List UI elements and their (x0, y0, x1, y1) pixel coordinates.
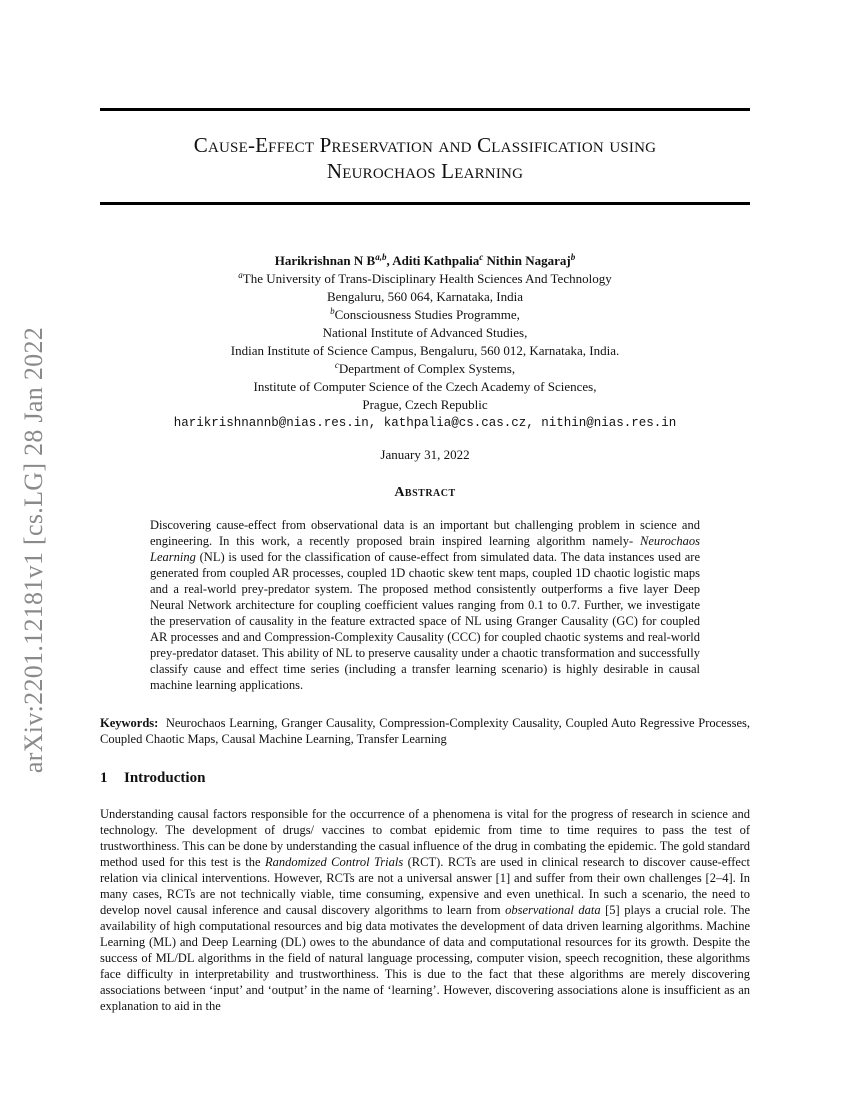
affiliation-c-text: Department of Complex Systems, (338, 361, 516, 376)
affiliation-b-line-3: Indian Institute of Science Campus, Bengaluru, 560 012, Karnataka, India. (230, 343, 620, 358)
author-3-affiliation-marker: b (570, 252, 576, 262)
affiliation-b-line-2: National Institute of Advanced Studies, (322, 325, 528, 340)
author-3-name: Nithin Nagaraj (483, 253, 571, 268)
paper-title (100, 132, 750, 184)
introduction-paragraph (100, 806, 750, 1014)
affiliation-a-marker: a (238, 270, 243, 280)
author-emails[interactable]: harikrishnannb@nias.res.in, kathpalia@cs.cas.cz, nithin@nias.res.in (173, 416, 677, 430)
affiliation-b-line-1 (100, 306, 750, 324)
abstract-body (150, 517, 700, 693)
author-2-name: , Aditi Kathpalia (386, 253, 480, 268)
affiliation-c-line-2: Institute of Computer Science of the Czech Academy of Sciences, (253, 379, 597, 394)
author-block (100, 252, 750, 432)
paper-title-line-2: Neurochaos Learning (326, 159, 524, 183)
keywords-label: Keywords: (100, 716, 159, 730)
abstract-text-part-1: Discovering cause-effect from observational data is an important but challenging problem in science and engineering. In this work, a recently proposed brain inspired learning algorithm namely- (150, 518, 700, 548)
affiliation-c-marker: c (334, 360, 339, 370)
author-1-name: Harikrishnan N B (274, 253, 376, 268)
affiliation-a-line-1 (100, 270, 750, 288)
keywords-text: Neurochaos Learning, Granger Causality, Compression-Complexity Causality, Coupled Auto Regressive Processes, Coupled Chaotic Maps, Causal Machine Learning, Transfer Learning (100, 716, 750, 746)
author-1-affiliation-marker: a,b (375, 252, 387, 262)
affiliation-a-line-2: Bengaluru, 560 064, Karnataka, India (326, 289, 524, 304)
section-number: 1 (100, 770, 108, 786)
affiliation-b-marker: b (330, 306, 335, 316)
paper-title-line-1: Cause-Effect Preservation and Classification using (193, 133, 657, 157)
paper-date: January 31, 2022 (380, 447, 470, 462)
intro-text-part-3: [5] plays a crucial role. The availability of high computational resources and big data motivates the development of data driven learning algorithms. Machine Learning (ML) and Deep Learning (DL) owes to the abundance of data and computational resources for its growth. Despite the success of ML/DL algorithms in the field of natural language processing, computer vision, speech recognition, these algorithms face difficulty in interpretability and trustworthiness. This is due to the fact that these algorithms are merely discovering associations between ‘input’ and ‘output’ in the name of ‘learning’. However, discovering associations alone is insufficient as an explanation to aid in the (100, 903, 750, 1013)
title-rule-top (100, 108, 750, 111)
intro-term-observational-data: observational data (505, 903, 601, 917)
author-names (100, 252, 750, 270)
affiliation-a-text: The University of Trans-Disciplinary Health Sciences And Technology (242, 271, 612, 286)
arxiv-identifier-text: arXiv:2201.12181v1 [cs.LG] 28 Jan 2022 (19, 326, 48, 774)
arxiv-identifier (2, 300, 66, 800)
abstract-term-neurochaos: Neurochaos Learning (150, 534, 700, 564)
abstract-text-part-2: (NL) is used for the classification of cause-effect from simulated data. The data instances used are generated from coupled AR processes, coupled 1D chaotic skew tent maps, coupled 1D chaotic logistic maps and a real-world prey-predator system. The proposed method consistently outperforms a five layer Deep Neural Network architecture for coupling coefficient values ranging from 0.1 to 0.7. Further, we investigate the preservation of causality in the feature extracted space of NL using Granger Causality (GC) for coupled AR processes and and Compression-Complexity Causality (CCC) for coupled chaotic systems and real-world prey-predator dataset. This ability of NL to preserve causality under a chaotic transformation and successfully classify cause and effect time series (including a transfer learning scenario) is highly desirable in causal machine learning applications. (150, 550, 700, 692)
title-rule-bottom (100, 202, 750, 205)
author-2-affiliation-marker: c (479, 252, 484, 262)
intro-text-part-1: Understanding causal factors responsible for the occurrence of a phenomena is vital for the progress of research in science and technology. The development of drugs/ vaccines to combat epidemic from time to time requires to pass the test of trustworthiness. This can be done by understanding the casual influence of the drug in combating the epidemic. The gold standard method used for this test is the (100, 807, 750, 869)
section-heading-introduction (100, 770, 750, 787)
affiliation-b-text: Consciousness Studies Programme, (334, 307, 520, 322)
intro-text-part-2: (RCT). RCTs are used in clinical research to discover cause-effect relation via clinical interventions. However, RCTs are not a universal answer [1] and suffer from their own challenges [2–4]. In many cases, RCTs are not technically viable, time consuming, expensive and even unethical. In such a scenario, the need to develop novel causal inference and causal discovery algorithms to learn from (100, 855, 750, 917)
abstract-heading: Abstract (394, 485, 456, 500)
intro-term-rct: Randomized Control Trials (264, 855, 404, 869)
keywords (100, 715, 750, 747)
section-title: Introduction (124, 770, 206, 786)
affiliation-c-line-3: Prague, Czech Republic (362, 397, 488, 412)
affiliation-c-line-1 (100, 360, 750, 378)
